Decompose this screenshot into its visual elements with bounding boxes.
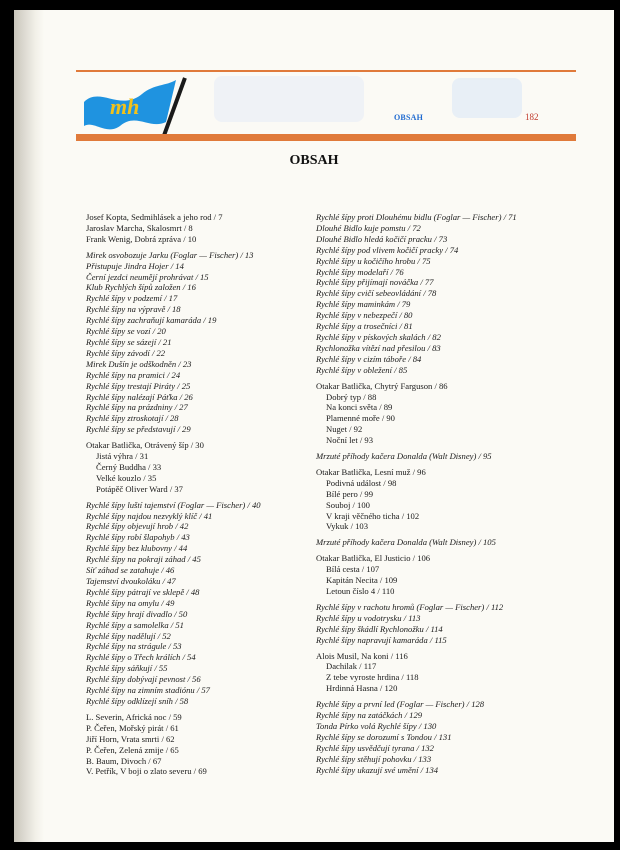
toc-entry: Hrdinná Hasna / 120 [326, 683, 398, 694]
toc-entry: Rychlé šípy modelaří / 76 [316, 266, 404, 277]
toc-entry: Frank Wenig, Dobrá zpráva / 10 [86, 233, 197, 244]
toc-entry: Rychlé šípy na pramici / 24 [86, 369, 181, 380]
toc-entry: Rychlé šípy na strágule / 53 [86, 641, 182, 652]
toc-entry: B. Baum, Divoch / 67 [86, 755, 162, 766]
toc-entry: Rychlé šípy robí šlapohyb / 43 [86, 532, 190, 543]
toc-entry: Rychlé šípy na pokraji záhad / 45 [86, 554, 201, 565]
toc-entry: Tajemství dvoukoláku / 47 [86, 576, 176, 586]
toc-entry: Mirek Dušín je odškodněn / 23 [86, 358, 192, 369]
toc-entry: Jistá výhra / 31 [96, 451, 149, 462]
toc-entry: Rychlé šípy v cizím táboře / 84 [316, 353, 422, 364]
toc-entry: Otakar Batlička, El Justicio / 106 [316, 553, 431, 564]
toc-entry: Černí jezdci neumějí prohrávat / 15 [86, 271, 209, 282]
toc-entry: Rychlé šípy na omylu / 49 [86, 597, 175, 608]
toc-entry: Rychlé šípy odklízejí sníh / 58 [86, 695, 189, 706]
toc-entry: Bílá cesta / 107 [326, 564, 380, 575]
toc-entry: Mrzuté příhody kačera Donalda (Walt Disney) / 95 [316, 451, 492, 462]
toc-entry: Alois Musil, Na koni / 116 [316, 650, 408, 661]
toc-entry: Rychlé šípy na prázdniny / 27 [86, 402, 188, 413]
toc-entry: L. Severin, Africká noc / 59 [86, 711, 182, 722]
page-number: 182 [525, 112, 539, 122]
toc-entry: Rychlé šípy u kočičího hrobu / 75 [316, 255, 431, 266]
toc-entry: Rychlé šípy v rachotu hromů (Foglar — Fischer) / 112 [316, 601, 504, 612]
toc-entry: Rychlé šípy stěhují pohovku / 133 [316, 753, 432, 764]
toc-entry: Rychlé šípy škádlí Rychlonožku / 114 [316, 623, 443, 634]
toc-entry: Vykuk / 103 [326, 521, 369, 532]
toc-column-left [86, 212, 312, 777]
toc-entry: Rychlé šípy trestají Piráty / 25 [86, 380, 191, 391]
toc-entry: Rychlé šípy a trosečníci / 81 [316, 321, 413, 332]
toc-entry: Mrzuté příhody kačera Donalda (Walt Disney) / 105 [316, 537, 496, 548]
toc-entry: Rychlé šípy pátrají ve sklepě / 48 [86, 586, 200, 597]
toc-entry: Rychlé šípy dobývají pevnost / 56 [86, 674, 201, 685]
toc-entry: Dlouhé Bidlo hledá kočičí pracku / 73 [316, 233, 448, 244]
toc-entry: Rychlé šípy napravují kamaráda / 115 [316, 634, 447, 645]
toc-entry: Rychlé šípy na zimním stadiónu / 57 [86, 685, 210, 696]
toc-entry: Rychlé šípy se vozí / 20 [86, 326, 166, 337]
toc-entry: Otakar Batlička, Lesní muž / 96 [316, 466, 426, 477]
toc-entry: Rychlé šípy cvičí sebeovládání / 78 [316, 288, 437, 299]
toc-entry: Dlouhé Bidlo kuje pomstu / 72 [316, 222, 421, 233]
toc-entry: Rychlonožka vítězí nad přesilou / 83 [316, 342, 441, 353]
toc-column-right [316, 212, 556, 776]
toc-entry: Rychlé šípy se dorozumí s Tondou / 131 [316, 731, 452, 742]
toc-entry: Velké kouzlo / 35 [96, 472, 157, 483]
toc-entry: Rychlé šípy proti Dlouhému bidlu (Foglar — Fischer) / 71 [316, 212, 517, 222]
toc-entry: Přistupuje Jindra Hojer / 14 [86, 260, 184, 271]
toc-entry: Plamenné moře / 90 [326, 413, 395, 424]
toc-entry: Noční let / 93 [326, 435, 374, 446]
toc-entry: V. Petřík, V boji o zlato severu / 69 [86, 766, 207, 777]
toc-entry: Rychlé šípy přijímají nováčka / 77 [316, 277, 434, 288]
toc-entry: V kraji věčného ticha / 102 [326, 510, 420, 521]
toc-entry: Nuget / 92 [326, 424, 363, 435]
toc-entry: Mirek osvobozuje Jarku (Foglar — Fischer) / 13 [86, 249, 254, 260]
toc-entry: Rychlé šípy ukazují své umění / 134 [316, 764, 439, 775]
toc-entry: Dobrý typ / 88 [326, 391, 377, 402]
toc-entry: Rychlé šípy se sázejí / 21 [86, 336, 172, 347]
header-section-label: OBSAH [394, 113, 424, 122]
toc-entry: Klub Rychlých šípů založen / 16 [86, 282, 196, 293]
toc-entry: Rychlé šípy pod vlivem kočičí pracky / 74 [316, 244, 459, 255]
toc-entry: P. Čeřen, Mořský pirát / 61 [86, 722, 179, 733]
bleed-through-shape [452, 78, 522, 118]
toc-entry: Otakar Batlička, Otrávený šíp / 30 [86, 440, 204, 451]
toc-entry: Letoun číslo 4 / 110 [326, 586, 395, 596]
toc-entry: Rychlé šípy v pískových skalách / 82 [316, 331, 441, 342]
page-title: OBSAH [289, 153, 339, 168]
toc-entry: Podivná událost / 98 [326, 477, 397, 488]
toc-entry: Jaroslav Marcha, Skalosmrt / 8 [86, 222, 193, 233]
toc-entry: Jiří Horn, Vrata smrti / 62 [86, 733, 175, 744]
page-gutter-shadow [14, 10, 44, 842]
toc-entry: Tonda Pírko volá Rychlé šípy / 130 [316, 720, 437, 731]
toc-entry: Rychlé šípy o Třech králích / 54 [86, 652, 196, 663]
toc-entry: Rychlé šípy v nebezpečí / 80 [316, 310, 413, 321]
toc-entry: Rychlé šípy závodí / 22 [86, 347, 166, 358]
toc-entry: Rychlé šípy na výpravě / 18 [86, 304, 181, 315]
toc-entry: Rychlé šípy najdou nezvyklý klíč / 41 [86, 510, 213, 521]
header-bottom-rule [76, 134, 576, 141]
toc-entry: Rychlé šípy objevují hrob / 42 [86, 521, 189, 532]
toc-entry: Rychlé šípy u vodotrysku / 113 [316, 612, 421, 623]
toc-entry: Rychlé šípy nalézají Páťka / 26 [86, 391, 193, 402]
toc-entry: Rychlé šípy luští tajemství (Foglar — Fischer) / 40 [86, 499, 261, 510]
toc-entry: Potápěč Oliver Ward / 37 [96, 483, 183, 494]
toc-entry: Rychlé šípy maminkám / 79 [316, 299, 411, 310]
toc-entry: Rychlé šípy nadělují / 52 [86, 630, 171, 641]
toc-entry: P. Čeřen, Zelená zmije / 65 [86, 744, 179, 755]
toc-entry: Dachilak / 117 [326, 661, 377, 672]
toc-entry: Otakar Batlička, Chytrý Farguson / 86 [316, 380, 448, 391]
toc-entry: Josef Kopta, Sedmihlásek a jeho rod / 7 [86, 212, 223, 222]
flag-logo-icon [80, 72, 190, 140]
toc-entry: Černý Buddha / 33 [96, 461, 162, 472]
toc-entry: Síť záhad se zatahuje / 46 [86, 565, 175, 576]
toc-entry: Rychlé šípy usvědčují tyrana / 132 [316, 742, 434, 753]
toc-entry: Rychlé šípy zachraňují kamaráda / 19 [86, 315, 217, 326]
toc-entry: Na konci světa / 89 [326, 402, 393, 413]
toc-entry: Rychlé šípy a samolelka / 51 [86, 619, 184, 630]
toc-entry: Rychlé šípy a první led (Foglar — Fischer) / 128 [316, 699, 485, 710]
toc-entry: Kapitán Necita / 109 [326, 575, 398, 586]
toc-entry: Rychlé šípy hrají divadlo / 50 [86, 608, 188, 619]
toc-entry: Souboj / 100 [326, 499, 370, 510]
book-page [14, 10, 614, 842]
toc-entry: Rychlé šípy se představují / 29 [86, 424, 191, 435]
logo-text: mh [110, 94, 140, 119]
toc-entry: Rychlé šípy bez klubovny / 44 [86, 543, 188, 554]
toc-entry: Rychlé šípy v obležení / 85 [316, 364, 408, 375]
bleed-through-shape [214, 76, 364, 122]
toc-entry: Bílé pero / 99 [326, 488, 374, 499]
toc-entry: Rychlé šípy ztroskotají / 28 [86, 413, 179, 424]
toc-entry: Rychlé šípy na zatáčkách / 129 [316, 710, 423, 721]
toc-entry: Rychlé šípy v podzemí / 17 [86, 293, 178, 304]
toc-entry: Rychlé šípy sáňkují / 55 [86, 663, 168, 674]
toc-entry: Z tebe vyroste hrdina / 118 [326, 672, 419, 683]
